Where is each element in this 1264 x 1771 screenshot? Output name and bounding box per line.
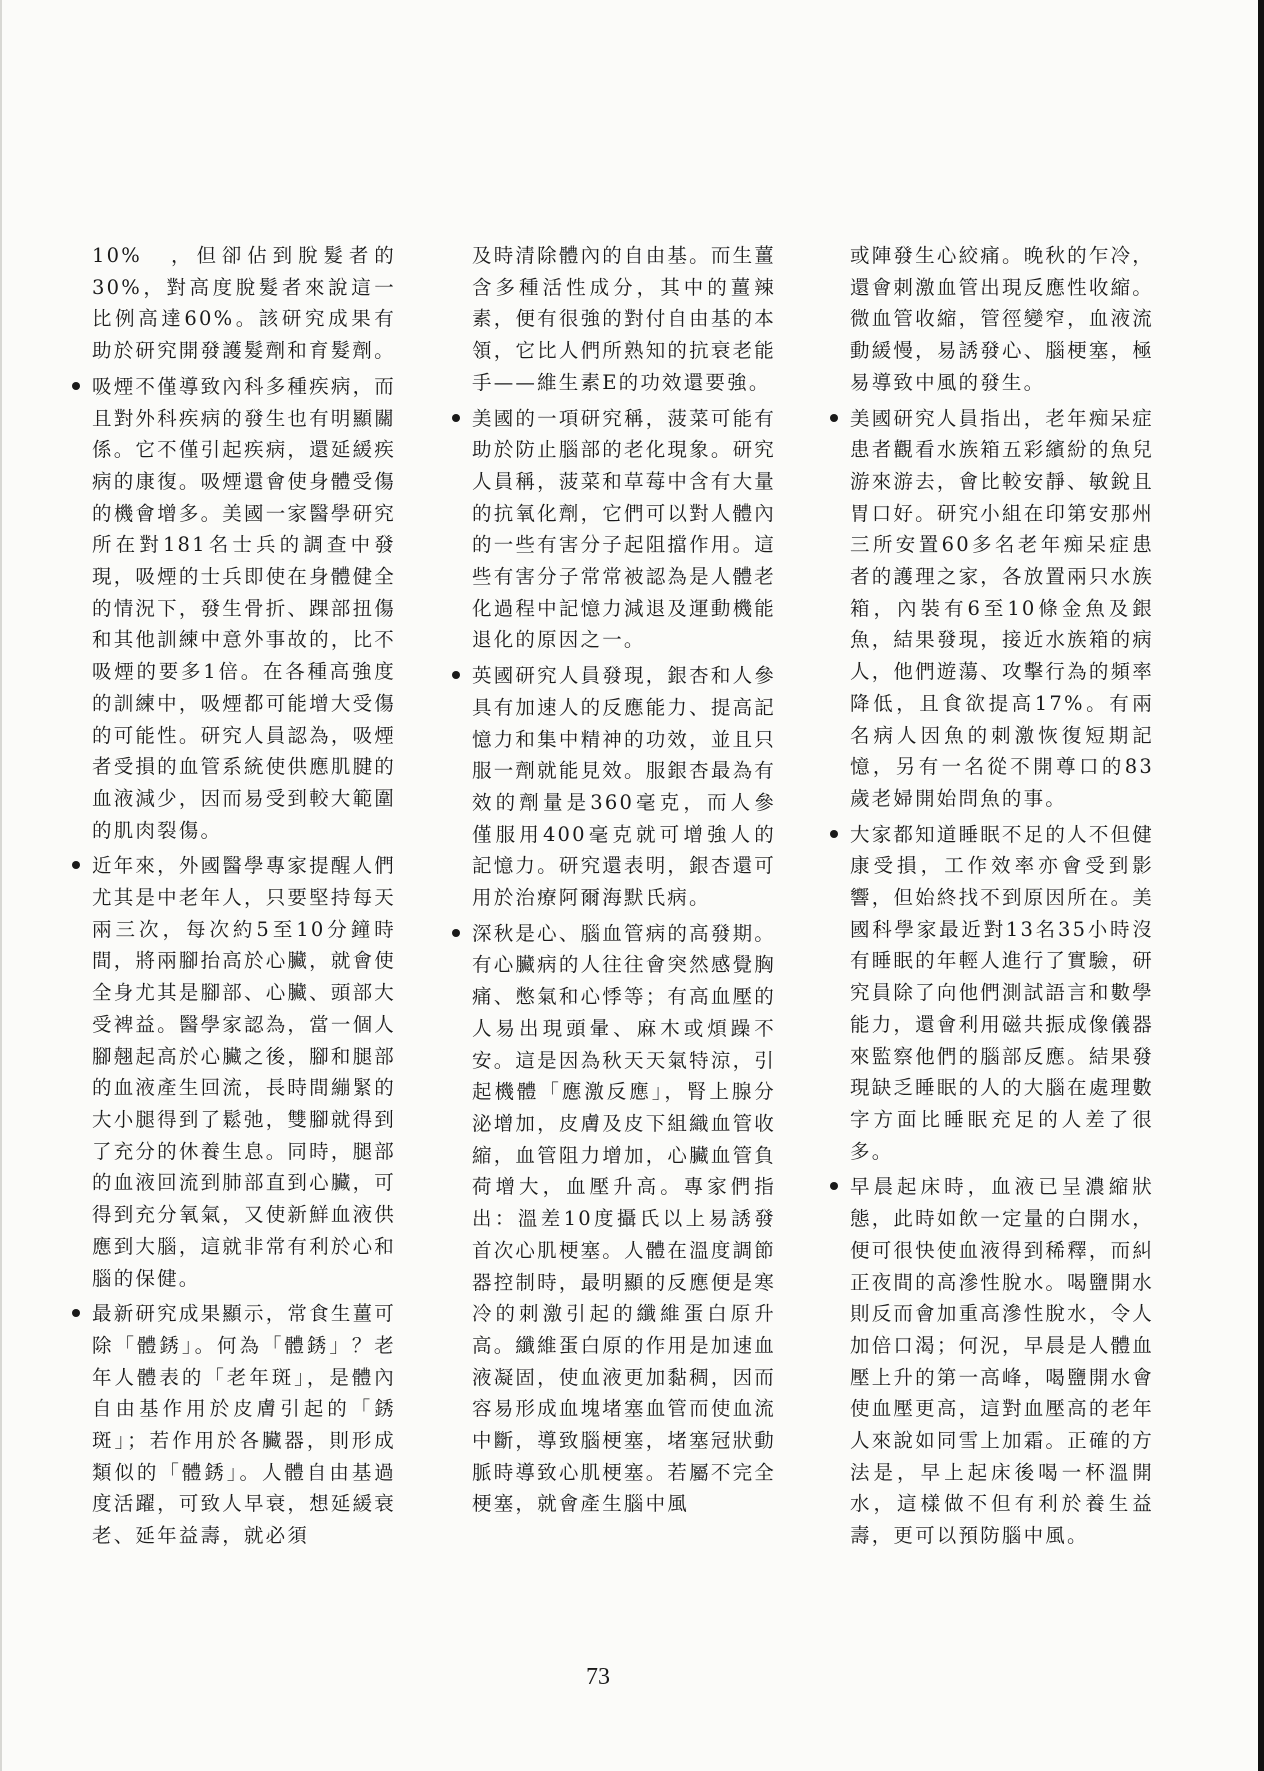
text-column-1 (68, 240, 396, 1556)
bullet-item (448, 403, 776, 657)
scan-edge-left (0, 0, 2, 1771)
bullet-item (68, 1298, 396, 1552)
bullet-item (826, 1171, 1154, 1551)
bullet-item (68, 850, 396, 1294)
bullet-icon (72, 382, 80, 390)
bullet-icon (830, 830, 838, 838)
bullet-icon (452, 929, 460, 937)
bullet-icon (452, 671, 460, 679)
bullet-item-text: 英國研究人員發現，銀杏和人參具有加速人的反應能力、提高記憶力和集中精神的功效，並且只服一劑就能見效。服銀杏最為有效的劑量是360毫克，而人參僅服用400毫克就可增強人的記憶力。研究還表明，銀杏還可用於治療阿爾海默氏病。 (472, 664, 776, 910)
bullet-item-text: 早晨起床時，血液已呈濃縮狀態，此時如飲一定量的白開水，便可很快使血液得到稀釋，而糾正夜間的高滲性脫水。喝鹽開水則反而會加重高滲性脫水，令人加倍口渴；何況，早晨是人體血壓上升的第一高峰，喝鹽開水會使血壓更高，這對血壓高的老年人來說如同雪上加霜。正確的方法是，早上起床後喝一杯溫開水，這樣做不但有利於養生益壽，更可以預防腦中風。 (850, 1175, 1154, 1548)
bullet-item (448, 918, 776, 1520)
bullet-item (448, 660, 776, 914)
bullet-item-text: 美國研究人員指出，老年痴呆症患者觀看水族箱五彩繽紛的魚兒游來游去，會比較安靜、敏銳且胃口好。研究小組在印第安那州三所安置60多名老年痴呆症患者的護理之家，各放置兩只水族箱，內裝有6至10條金魚及銀魚，結果發現，接近水族箱的病人，他們遊蕩、攻擊行為的頻率降低，且食欲提高17%。有兩名病人因魚的刺激恢復短期記憶，另有一名從不開尊口的83歲老婦開始問魚的事。 (850, 406, 1154, 810)
bullet-item-text: 美國的一項研究稱，菠菜可能有助於防止腦部的老化現象。研究人員稱，菠菜和草莓中含有大量的抗氧化劑，它們可以對人體內的一些有害分子起阻擋作用。這些有害分子常常被認為是人體老化過程中記憶力減退及運動機能退化的原因之一。 (472, 406, 776, 652)
continuation-paragraph: 或陣發生心絞痛。晚秋的乍冷，還會刺激血管出現反應性收縮。微血管收縮，管徑變窄，血液流動緩慢，易誘發心、腦梗塞，極易導致中風的發生。 (850, 244, 1154, 394)
text-column-3 (826, 240, 1154, 1556)
bullet-icon (72, 861, 80, 869)
bullet-item (68, 371, 396, 847)
bullet-icon (830, 1182, 838, 1190)
bullet-item-text: 深秋是心、腦血管病的高發期。有心臟病的人往往會突然感覺胸痛、憋氣和心悸等；有高血壓的人易出現頭暈、麻木或煩躁不安。這是因為秋天天氣特涼，引起機體「應激反應」，腎上腺分泌增加，皮膚及皮下組織血管收縮，血管阻力增加，心臟血管負荷增大，血壓升高。專家們指出：溫差10度攝氏以上易誘發首次心肌梗塞。人體在溫度調節器控制時，最明顯的反應便是寒冷的刺激引起的纖維蛋白原升高。纖維蛋白原的作用是加速血液凝固，使血液更加黏稠，因而容易形成血塊堵塞血管而使血流中斷，導致腦梗塞，堵塞冠狀動脈時導致心肌梗塞。若屬不完全梗塞，就會產生腦中風 (472, 921, 776, 1516)
scan-edge-right (1258, 0, 1264, 1771)
bullet-item (826, 403, 1154, 815)
bullet-item-text: 吸煙不僅導致內科多種疾病，而且對外科疾病的發生也有明顯關係。它不僅引起疾病，還延緩疾病的康復。吸煙還會使身體受傷的機會增多。美國一家醫學研究所在對181名士兵的調查中發現，吸煙的士兵即使在身體健全的情況下，發生骨折、踝部扭傷和其他訓練中意外事故的，比不吸煙的要多1倍。在各種高強度的訓練中，吸煙都可能增大受傷的可能性。研究人員認為，吸煙者受損的血管系統使供應肌腱的血液減少，因而易受到較大範圍的肌肉裂傷。 (92, 374, 396, 842)
continuation-paragraph: 及時清除體內的自由基。而生薑含多種活性成分，其中的薑辣素，便有很強的對付自由基的本領，它比人們所熟知的抗衰老能手——維生素E的功效還要強。 (472, 244, 776, 394)
bullet-icon (830, 414, 838, 422)
page-number: 73 (586, 1664, 610, 1690)
bullet-item (826, 819, 1154, 1168)
bullet-icon (72, 1309, 80, 1317)
bullet-item-text: 最新研究成果顯示，常食生薑可除「體銹」。何為「體銹」？老年人體表的「老年斑」，是體內自由基作用於皮膚引起的「銹斑」；若作用於各臟器，則形成類似的「體銹」。人體自由基過度活躍，可致人早衰，想延緩衰老、延年益壽，就必須 (92, 1302, 396, 1548)
continuation-paragraph: 10% ，但卻佔到脫髮者的30%，對高度脫髮者來說這一比例高達60%。該研究成果有助於研究開發護髮劑和育髮劑。 (92, 244, 396, 363)
bullet-item-text: 近年來，外國醫學專家提醒人們尤其是中老年人，只要堅持每天兩三次，每次約5至10分鐘時間，將兩腳抬高於心臟，就會使全身尤其是腳部、心臟、頭部大受裨益。醫學家認為，當一個人腳翹起高於心臟之後，腳和腿部的血液產生回流，長時間繃緊的大小腿得到了鬆弛，雙腳就得到了充分的休養生息。同時，腿部的血液回流到肺部直到心臟，可得到充分氧氣，又使新鮮血液供應到大腦，這就非常有利於心和腦的保健。 (92, 854, 396, 1290)
bullet-item-text: 大家都知道睡眠不足的人不但健康受損，工作效率亦會受到影響，但始終找不到原因所在。美國科學家最近對13名35小時沒有睡眠的年輕人進行了實驗，研究員除了向他們測試語言和數學能力，還會利用磁共振成像儀器來監察他們的腦部反應。結果發現缺乏睡眠的人的大腦在處理數字方面比睡眠充足的人差了很多。 (850, 822, 1154, 1163)
bullet-icon (452, 414, 460, 422)
text-column-2 (448, 240, 776, 1524)
